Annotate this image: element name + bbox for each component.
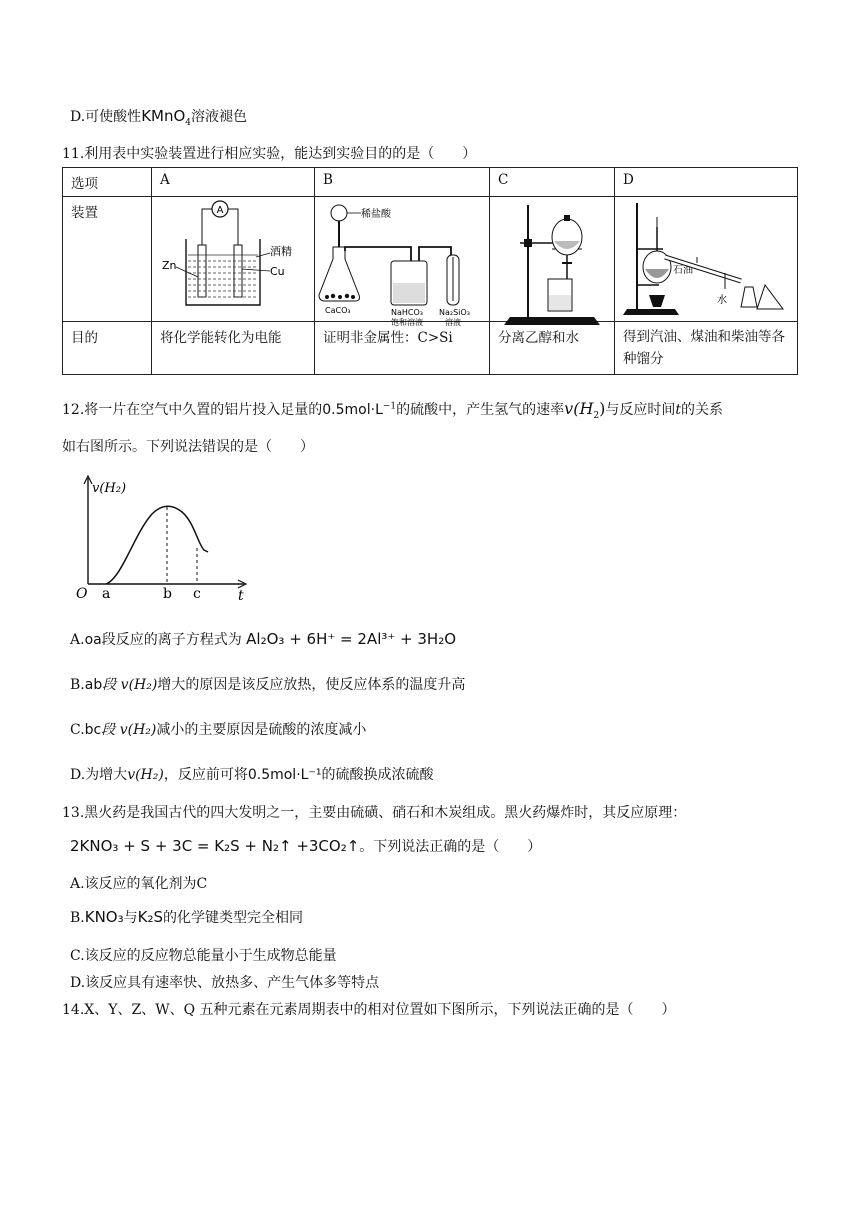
alcohol-label: 酒精 [270, 245, 292, 258]
q13-equation-line [70, 836, 541, 856]
row-device-label: 装置 [63, 197, 152, 322]
q13-b-prefix: B. [70, 910, 85, 926]
purpose-b: 证明非金属性：C>Si [315, 322, 490, 375]
q10-option-d [70, 106, 247, 128]
header-d: D [615, 168, 798, 197]
q12-b-seg: ab [84, 677, 103, 693]
header-c: C [490, 168, 615, 197]
figure-c-separatory-funnel [490, 197, 615, 322]
q12-b-text: 增大的原因是该反应放热，使反应体系的温度升高 [157, 677, 466, 693]
q13-option-c: C.该反应的反应物总能量小于生成物总能量 [70, 948, 337, 964]
oil-label: 石油 [673, 265, 693, 276]
q12-a-seg: oa [84, 632, 102, 648]
q10-d-prefix: D.可使酸性 [70, 109, 142, 125]
q12-stem-a: 12.将一片在空气中久置的铝片投入足量的 [62, 402, 323, 418]
q12-b-prefix: B. [70, 677, 85, 693]
q12-conc-sup: −1 [382, 401, 397, 412]
na2sio3-label: Na₂SiO₃ [439, 308, 470, 317]
q12-stem-line2: 如右图所示。下列说法错误的是（ ） [62, 439, 314, 455]
q12-v-h2: v(H [564, 399, 594, 418]
acid-label: 稀盐酸 [361, 209, 391, 220]
cu-label: Cu [270, 265, 285, 278]
q13-b-f2: K₂S [137, 908, 164, 926]
figure-a-galvanic-cell [152, 197, 315, 322]
figure-b-svg [315, 197, 491, 331]
purpose-a: 将化学能转化为电能 [152, 322, 315, 375]
q12-option-d [70, 764, 433, 784]
header-b: B [315, 168, 490, 197]
q10-d-sub: 4 [185, 117, 192, 128]
q12-rate-graph [72, 474, 252, 604]
q13-option-d: D.该反应具有速率快、放热多、产生气体多等特点 [70, 975, 380, 991]
q12-c-seg: bc [84, 722, 102, 738]
q12-v-h2-sub: 2 [593, 410, 600, 421]
purpose-d: 得到汽油、煤油和柴油等各种馏分 [615, 322, 798, 375]
q12-c-text: 减小的主要原因是硫酸的浓度减小 [156, 722, 367, 738]
figure-b-acidity-apparatus [315, 197, 490, 327]
q12-d-b: ，反应前可将 [163, 767, 248, 783]
table-row [63, 168, 798, 197]
q12-stem-d: 的关系 [681, 402, 724, 418]
meter-label: A [216, 205, 224, 216]
caco3-label: CaCO₃ [325, 306, 351, 315]
saturated-label: 饱和溶液 [391, 318, 423, 327]
q13-b-text: 的化学键类型完全相同 [163, 910, 304, 926]
q12-stem-line1 [62, 399, 723, 421]
q11-table [62, 167, 798, 375]
q13-equation: 2KNO₃ + S + 3C = K₂S + N₂↑ +3CO₂↑ [70, 837, 360, 855]
figure-a-svg [152, 197, 314, 331]
figure-d-svg [615, 197, 801, 331]
q13-b-f1: KNO₃ [84, 908, 124, 926]
table-row [63, 197, 798, 322]
q12-a-prefix: A. [70, 632, 85, 648]
q13-b-mid: 与 [123, 910, 138, 926]
q13-stem: 13.黑火药是我国古代的四大发明之一，主要由硫磺、硝石和木炭组成。黑火药爆炸时，其反应原理： [62, 805, 687, 821]
figure-d-distillation [615, 197, 798, 322]
zn-label: Zn [162, 259, 177, 272]
q12-option-a [70, 629, 456, 649]
q12-option-c [70, 719, 366, 739]
q12-d-v: v(H₂) [127, 767, 164, 783]
q12-b-v: 段 v(H₂) [102, 677, 158, 693]
header-option: 选项 [63, 168, 152, 197]
q12-a-eq: Al₂O₃ + 6H⁺ = 2Al³⁺ + 3H₂O [246, 630, 457, 648]
q13-option-b [70, 907, 303, 927]
q10-d-suffix: 溶液褪色 [191, 109, 248, 125]
purpose-c: 分离乙醇和水 [490, 322, 615, 375]
q13-option-a: A.该反应的氧化剂为C [70, 876, 208, 892]
q12-stem-b: 的硫酸中，产生氢气的速率 [396, 402, 565, 418]
q14-stem: 14.X、Y、Z、W、Q 五种元素在元素周期表中的相对位置如下图所示，下列说法正确的是（ ） [62, 1002, 676, 1018]
graph-origin: O [76, 586, 88, 602]
q12-option-b [70, 674, 465, 694]
q12-d-conc: 0.5mol·L⁻¹ [247, 767, 322, 783]
water-label: 水 [717, 295, 727, 306]
q12-v-h2-close: ) [599, 399, 606, 418]
q10-d-formula: KMnO [141, 107, 186, 125]
q13-stem-tail: 。下列说法正确的是（ ） [359, 839, 542, 855]
graph-y-label: v(H₂) [92, 481, 127, 496]
graph-x-label: t [238, 588, 244, 604]
header-a: A [152, 168, 315, 197]
graph-tick-a: a [102, 586, 111, 602]
q12-d-a: D.为增大 [70, 767, 128, 783]
q12-stem-c: 与反应时间 [605, 402, 676, 418]
q12-conc: 0.5mol·L [322, 402, 383, 418]
nahco3-label: NaHCO₃ [391, 308, 423, 317]
q12-t-var: t [675, 402, 682, 418]
q12-d-c: 的硫酸换成浓硫酸 [321, 767, 434, 783]
q12-a-text: 段反应的离子方程式为 [101, 632, 242, 648]
q11-stem: 11.利用表中实验装置进行相应实验，能达到实验目的的是（ ） [62, 146, 477, 162]
graph-tick-b: b [163, 586, 172, 602]
solution-label: 溶液 [445, 318, 461, 327]
figure-c-svg [490, 197, 614, 331]
q12-c-prefix: C. [70, 722, 85, 738]
row-purpose-label: 目的 [63, 322, 152, 375]
q12-c-v: 段 v(H₂) [101, 722, 157, 738]
graph-tick-c: c [193, 586, 201, 602]
